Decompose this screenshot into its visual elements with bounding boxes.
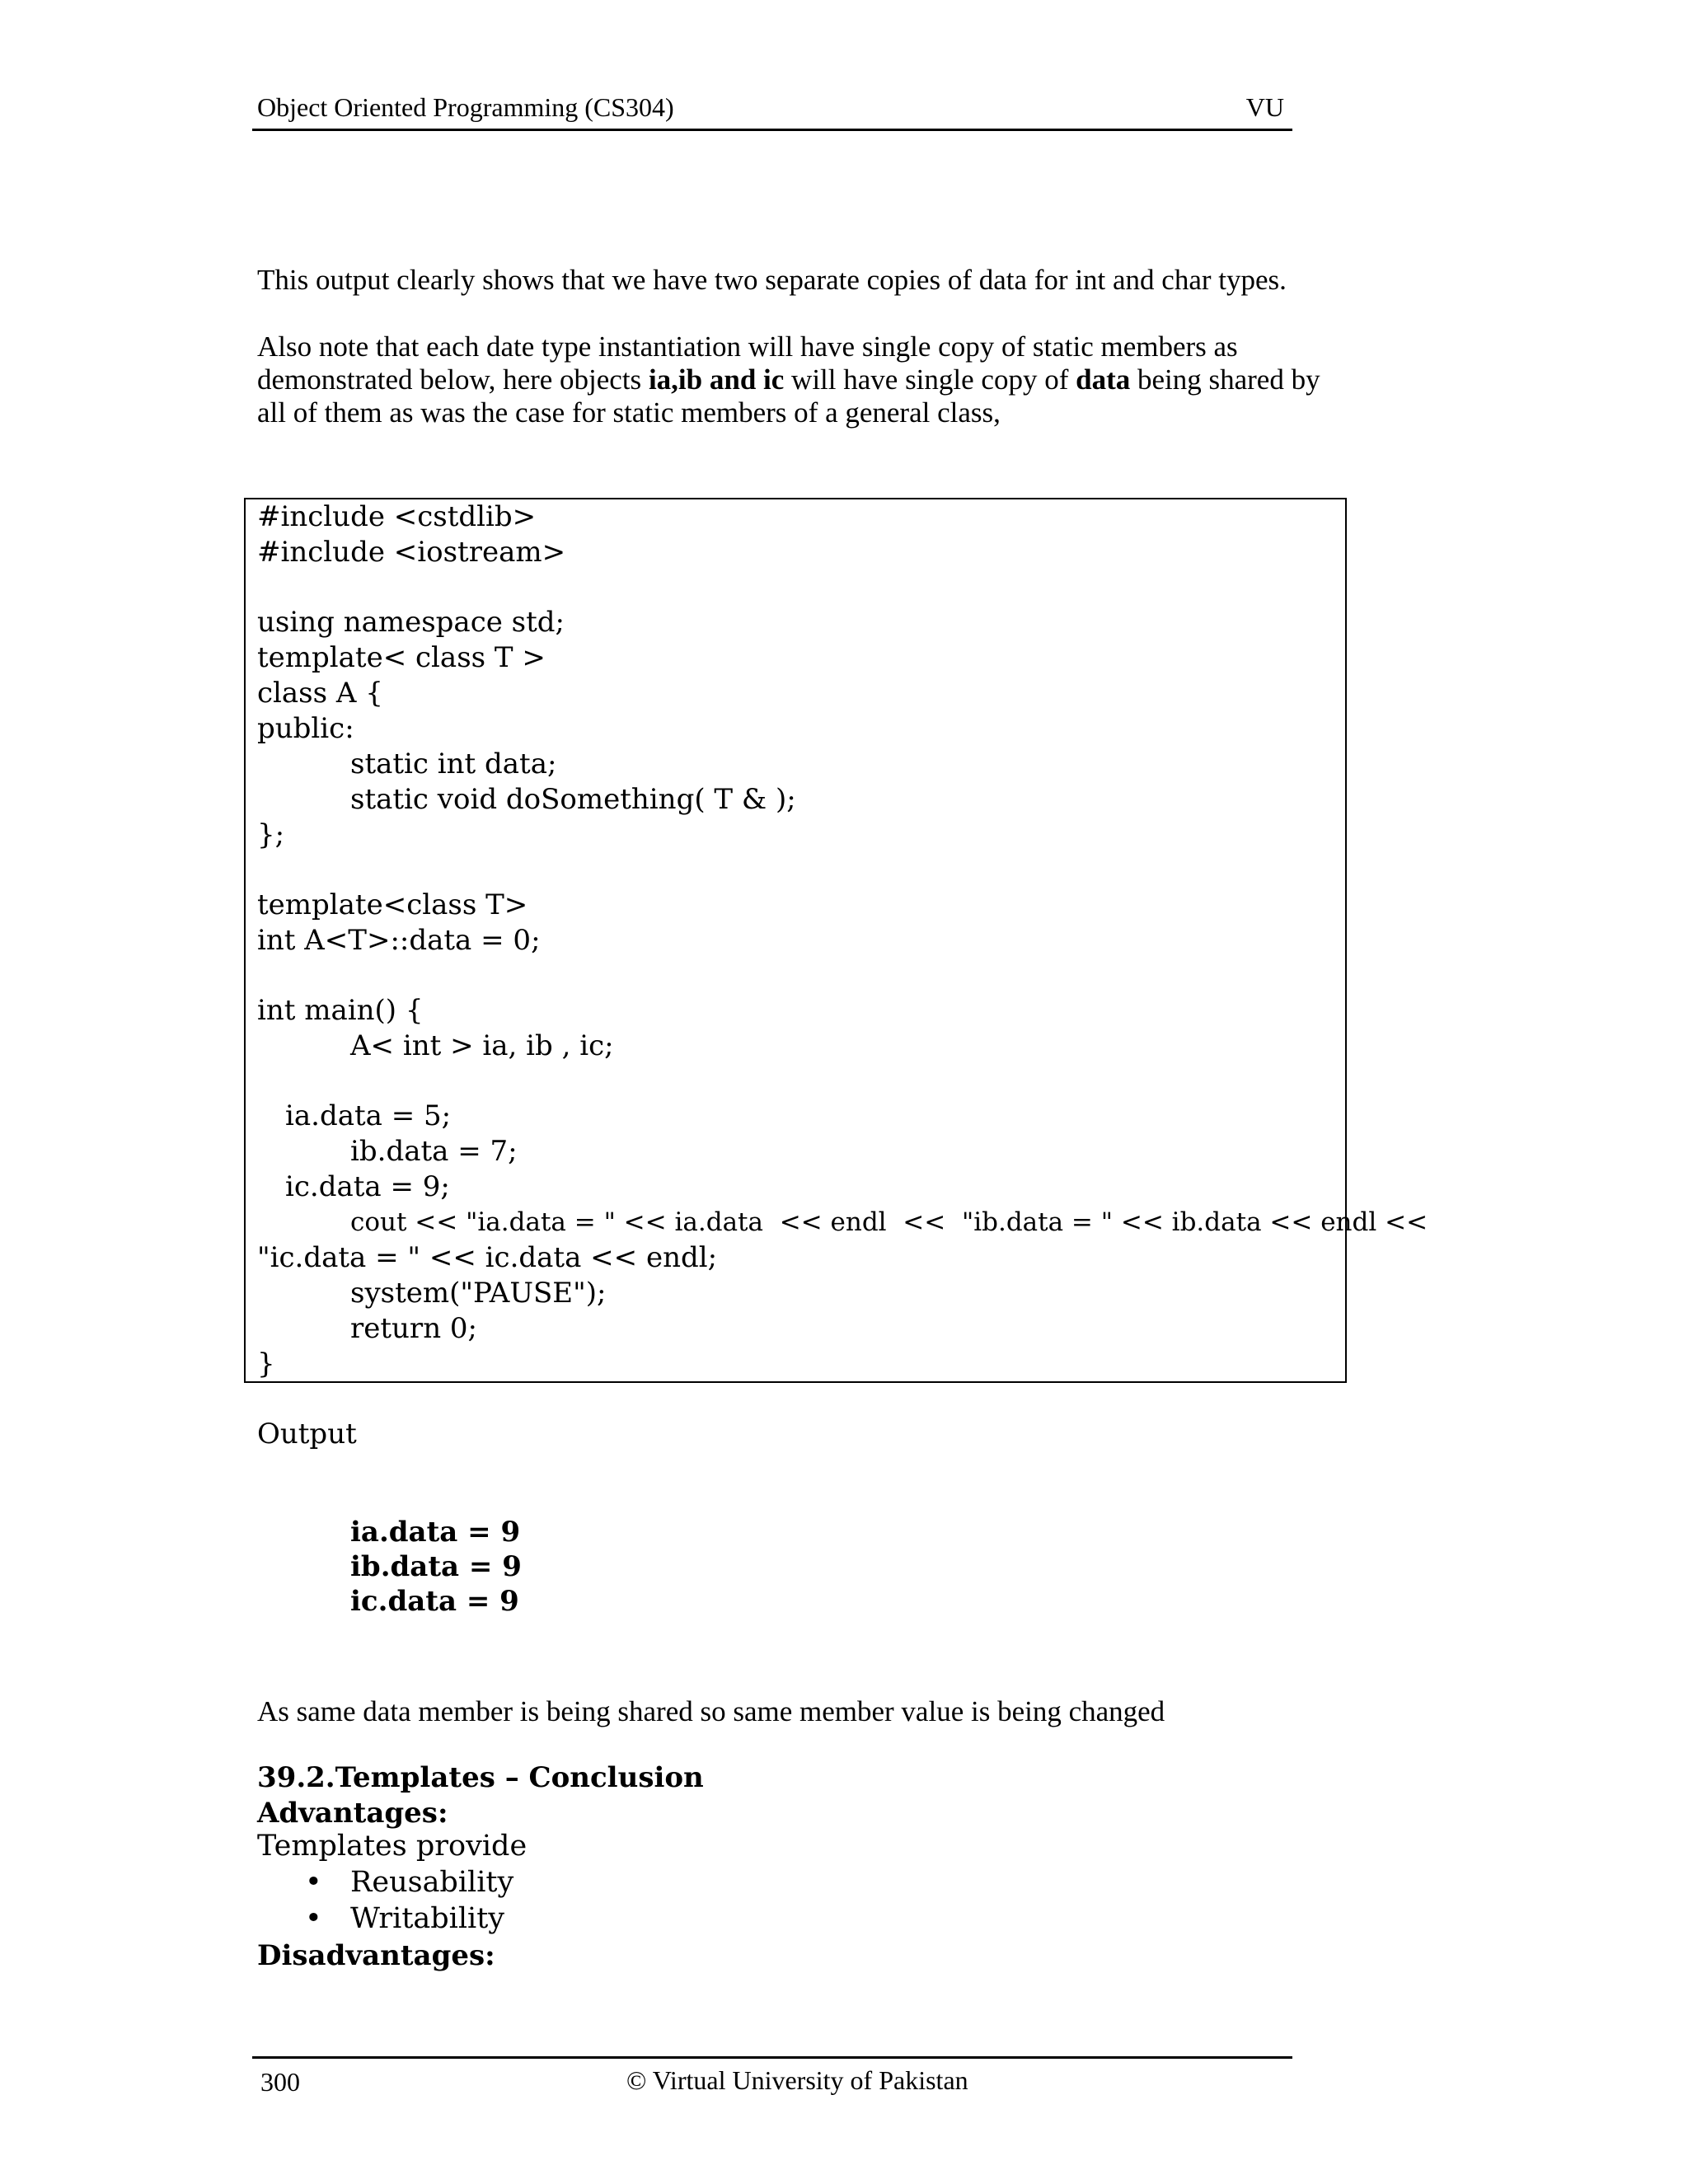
intro-text: being shared by [1130, 363, 1320, 396]
code-line: template< class T > [257, 641, 546, 674]
output-label: Output [257, 1418, 357, 1451]
code-line: int main() { [257, 994, 424, 1027]
output-line: ia.data = 9 [350, 1516, 521, 1549]
intro-bold-data: data [1076, 363, 1131, 396]
disadvantages-heading: Disadvantages: [257, 1939, 495, 1972]
code-line: using namespace std; [257, 606, 565, 639]
intro-bold-objects: ia,ib and ic [648, 363, 785, 396]
code-line: cout << "ia.data = " << ia.data << endl << "ib.data = " << ib.data << endl << [350, 1207, 1428, 1237]
output-line: ib.data = 9 [350, 1550, 522, 1583]
intro-text: demonstrated below, here objects [257, 363, 649, 396]
bullet-item [305, 1902, 504, 1935]
code-line: return 0; [350, 1312, 477, 1345]
page-footer [252, 2056, 1292, 2108]
bullet-icon: • [305, 1902, 322, 1935]
intro-line-3: all of them as was the case for static members of a general class, [257, 396, 1001, 429]
section-heading: 39.2.Templates – Conclusion [257, 1761, 704, 1794]
intro-paragraph-2 [257, 330, 1329, 429]
page-number: 300 [260, 2067, 300, 2097]
course-title: Object Oriented Programming (CS304) [257, 92, 674, 122]
code-line: static int data; [350, 748, 557, 780]
intro-paragraph-1: This output clearly shows that we have two separate copies of data for int and char types. [257, 264, 1287, 296]
code-line: } [257, 1347, 275, 1380]
code-line: #include <iostream> [257, 536, 566, 569]
code-line: class A { [257, 677, 383, 710]
code-line: system("PAUSE"); [350, 1277, 607, 1310]
advantages-heading: Advantages: [257, 1797, 448, 1830]
bullet-text: Reusability [350, 1866, 514, 1899]
copyright-notice: © Virtual University of Pakistan [626, 2065, 968, 2095]
code-line: public: [257, 712, 354, 745]
org-abbrev: VU [1245, 92, 1284, 122]
code-line: }; [257, 818, 285, 851]
intro-line-2 [257, 363, 1329, 396]
code-line: A< int > ia, ib , ic; [350, 1029, 614, 1062]
output-line: ic.data = 9 [350, 1585, 519, 1618]
intro-text: will have single copy of [784, 363, 1076, 396]
summary-paragraph: As same data member is being shared so same member value is being changed [257, 1695, 1165, 1727]
intro-line-1: Also note that each date type instantiation will have single copy of static members as [257, 330, 1238, 363]
code-line: template<class T> [257, 888, 528, 921]
page-header [252, 89, 1292, 131]
templates-provide-text: Templates provide [257, 1830, 528, 1863]
code-line: "ic.data = " << ic.data << endl; [257, 1241, 718, 1274]
bullet-item [305, 1866, 513, 1899]
code-line: int A<T>::data = 0; [257, 924, 541, 957]
code-block [244, 498, 1428, 1383]
code-line: ic.data = 9; [285, 1170, 450, 1203]
code-line: ia.data = 5; [285, 1099, 452, 1132]
code-line: #include <cstdlib> [257, 500, 537, 533]
bullet-text: Writability [350, 1902, 505, 1935]
bullet-icon: • [305, 1866, 322, 1899]
code-line: ib.data = 7; [350, 1135, 518, 1168]
code-line: static void doSomething( T & ); [350, 783, 796, 816]
